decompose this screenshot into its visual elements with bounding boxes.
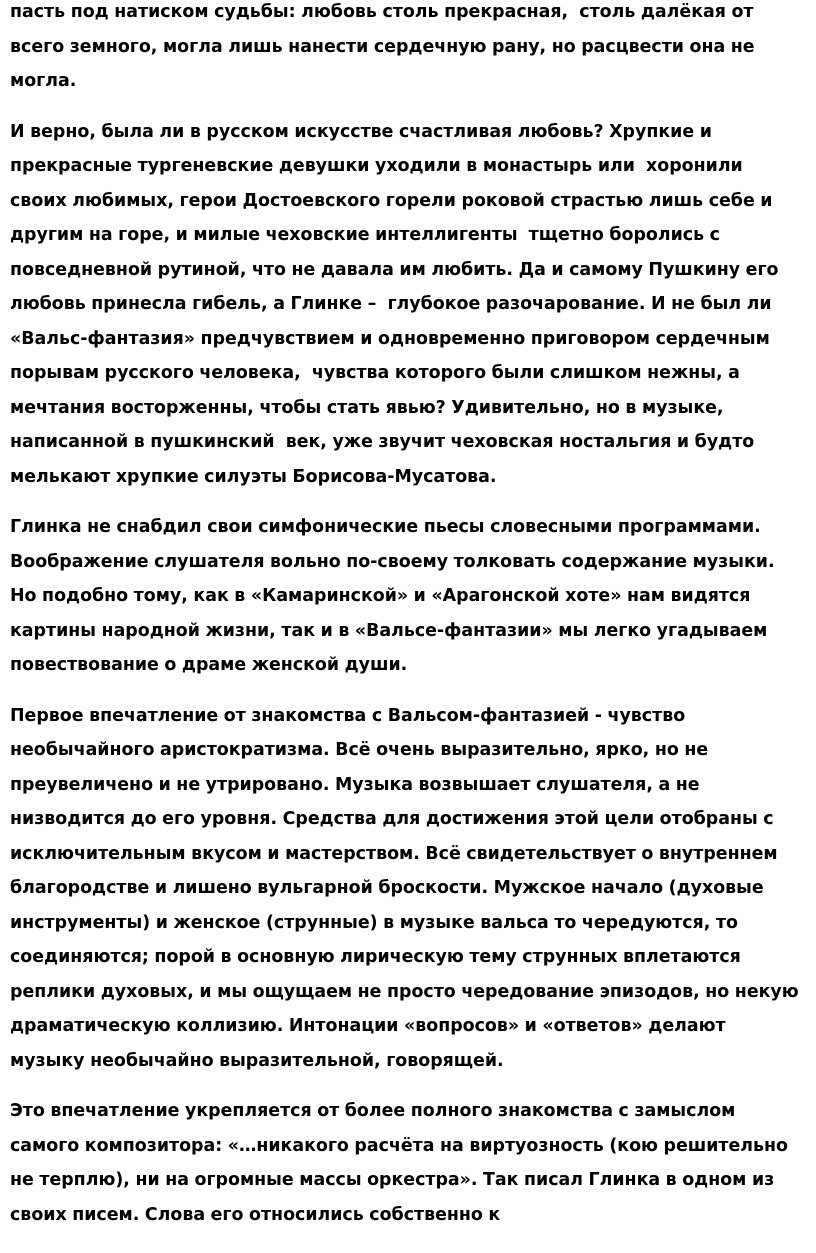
paragraph-1: пасть под натиском судьбы: любовь столь прекрасная, столь далёкая от всего земного, могла лишь нанести сердечную рану, но расцвести она не могла. xyxy=(10,2,761,91)
paragraph-5: Это впечатление укрепляется от более полного знакомства с замыслом самого композитора: «…никакого расчёта на виртуозность (кою решительно не терплю), ни на огромные массы оркестра». Так писал Глинка в одном из своих писем. Слова его относились собственно к xyxy=(10,1101,794,1225)
paragraph-3: Глинка не снабдил свои симфонические пьесы словесными программами. Воображение слушателя вольно по-своему толковать содержание музыки. Но подобно тому, как в «Камаринской» и «Арагонской хоте» нам видятся картины народной жизни, так и в «Вальсе-фантазии» мы легко угадываем повествование о драме женской души. xyxy=(10,517,781,675)
paragraph-2: И верно, была ли в русском искусстве счастливая любовь? Хрупкие и прекрасные тургеневские девушки уходили в монастырь или хоронили своих любимых, герои Достоевского горели роковой страстью лишь себе и другим на горе, и милые чеховские интеллигенты тщетно боролись с повседневной рутиной, что не давала им любить. Да и самому Пушкину его любовь принесла гибель, а Глинке – глубокое разочарование. И не был ли «Вальс-фантазия» предчувствием и одновременно приговором сердечным порывам русского человека, чувства которого были слишком нежны, а мечтания восторженны, чтобы стать явью? Удивительно, но в музыке, написанной в пушкинский век, уже звучит чеховская ностальгия и будто мелькают хрупкие силуэты Борисова-Мусатова. xyxy=(10,121,785,487)
paragraph-4: Первое впечатление от знакомства с Вальсом-фантазией - чувство необычайного аристократизма. Всё очень выразительно, ярко, но не преувеличено и не утрировано. Музыка возвышает слушателя, а не низводится до его уровня. Средства для достижения этой цели отобраны с исключительным вкусом и мастерством. Всё свидетельствует о внутреннем благородстве и лишено вульгарной броскости. Мужское начало (духовые инструменты) и женское (струнные) в музыке вальса то чередуются, то соединяются; порой в основную лирическую тему струнных вплетаются реплики духовых, и мы ощущаем не просто чередование эпизодов, но некую драматическую коллизию. Интонации «вопросов» и «ответов» делают музыку необычайно выразительной, говорящей. xyxy=(10,705,805,1071)
